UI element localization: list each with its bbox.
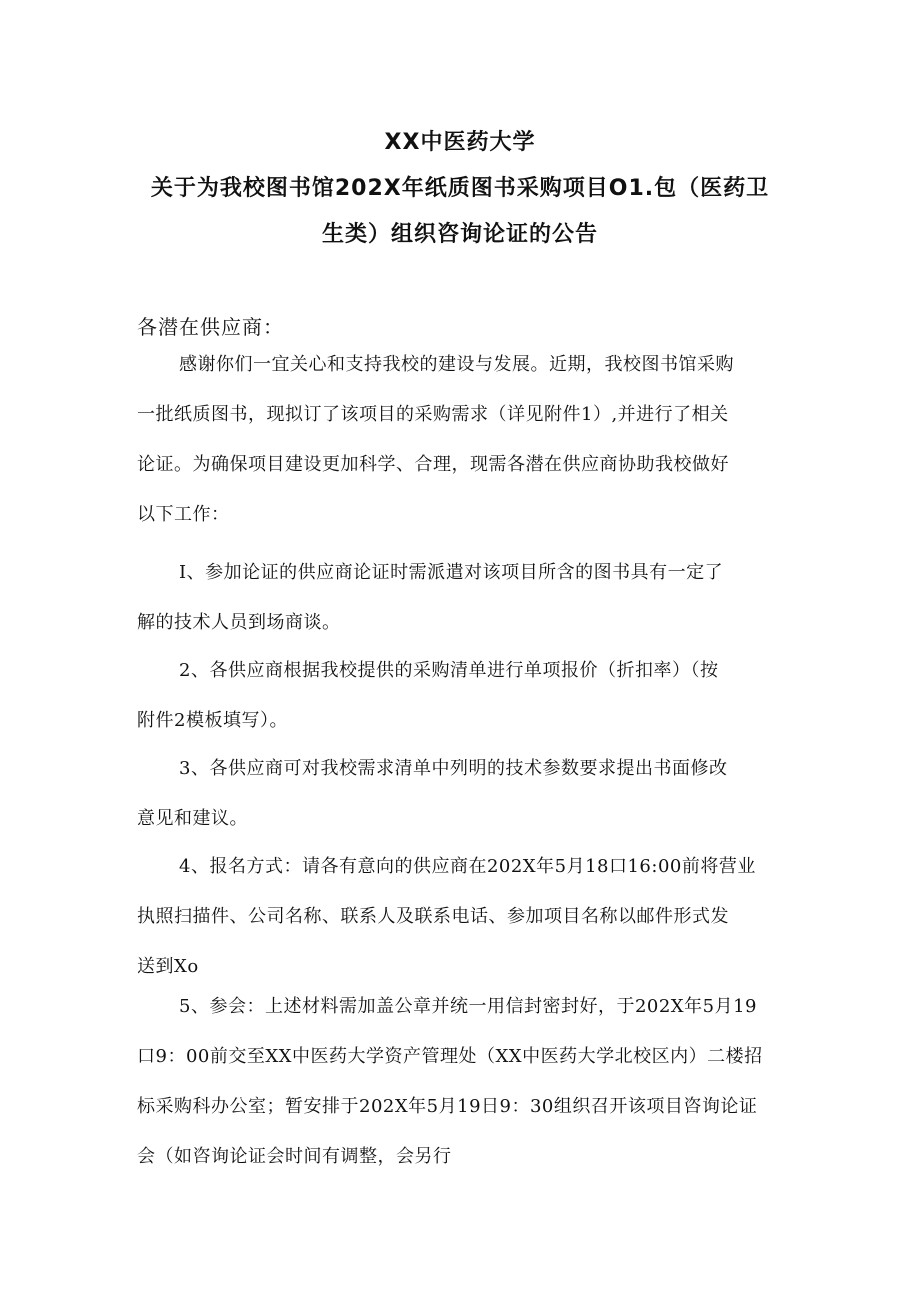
paragraph-line: 5、参会：上述材料需加盖公章并统一用信封密封好，于202X年5月19: [179, 996, 757, 1017]
salutation: 各潜在供应商：: [137, 315, 284, 339]
paragraph-item-4: [137, 842, 787, 992]
paragraph-intro: [137, 340, 787, 540]
title-subject-line2: 生类）组织咨询论证的公告: [321, 222, 598, 247]
paragraph-line: 论证。为确保项目建设更加科学、合理，现需各潜在供应商协助我校做好: [137, 454, 729, 475]
paragraph-line: 意见和建议。: [137, 808, 248, 829]
paragraph-line: 以下工作：: [137, 504, 230, 525]
title-university: XX中医药大学: [384, 130, 536, 155]
paragraph-line: 执照扫描件、公司名称、联系人及联系电话、参加项目名称以邮件形式发: [137, 906, 729, 927]
paragraph-line: 一批纸质图书，现拟订了该项目的采购需求（详见附件1）,并进行了相关: [137, 404, 729, 425]
paragraph-item-1: [137, 548, 787, 648]
paragraph-line: 送到Xo: [137, 956, 199, 977]
paragraph-item-2: [137, 646, 787, 746]
paragraph-line: 解的技术人员到场商谈。: [137, 612, 341, 633]
paragraph-line: 标采购科办公室；暂安排于202X年5月19日9：30组织召开该项目咨询论证: [137, 1096, 758, 1117]
notice-title: [0, 120, 920, 258]
paragraph-line: 4、报名方式：请各有意向的供应商在202X年5月18口16:00前将营业: [179, 856, 756, 877]
title-subject-line1: 关于为我校图书馆202X年纸质图书采购项目O1.包（医药卫: [150, 176, 770, 201]
paragraph-line: 附件2模板填写）。: [137, 710, 288, 731]
paragraph-line: 会（如咨询论证会时间有调整，会另行: [137, 1146, 452, 1167]
paragraph-line: I、参加论证的供应商论证时需派遣对该项目所含的图书具有一定了: [179, 562, 724, 583]
paragraph-line: 口9：00前交至XX中医药大学资产管理处（XX中医药大学北校区内）二楼招: [137, 1046, 763, 1067]
paragraph-item-3: [137, 744, 787, 844]
paragraph-line: 感谢你们一宜关心和支持我校的建设与发展。近期，我校图书馆采购: [179, 354, 734, 375]
paragraph-line: 3、各供应商可对我校需求清单中列明的技术参数要求提出书面修改: [179, 758, 728, 779]
paragraph-line: 2、各供应商根据我校提供的采购清单进行单项报价（折扣率）（按: [179, 660, 719, 681]
paragraph-item-5: [137, 982, 787, 1182]
